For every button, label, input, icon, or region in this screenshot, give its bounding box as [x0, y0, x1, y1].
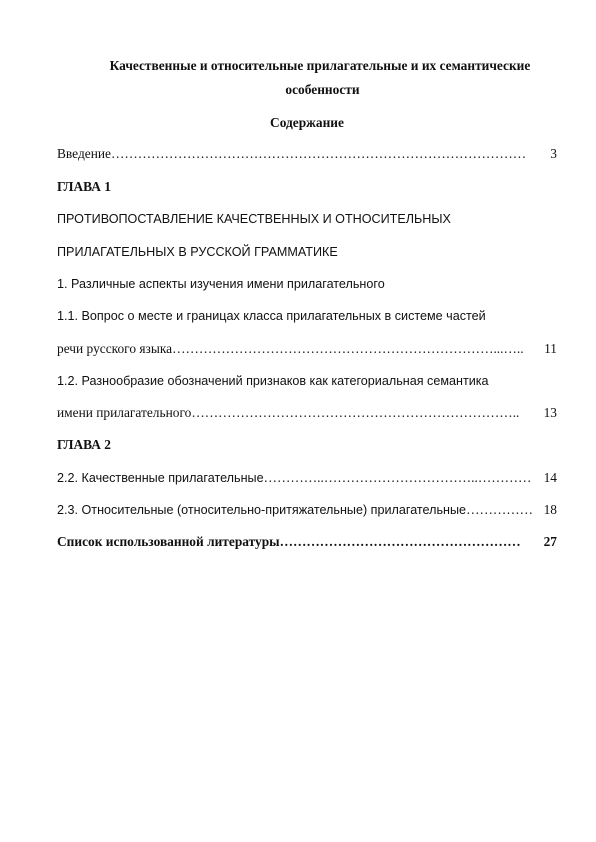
- toc-entry-label: имени прилагательного: [57, 405, 192, 420]
- toc-entry-section2-3[interactable]: [57, 502, 557, 518]
- toc-entry-references[interactable]: [57, 534, 557, 550]
- toc-page-number: 27: [543, 534, 557, 549]
- toc-entry-label: 2.3. Относительные (относительно-притяжательные) прилагательные: [57, 503, 467, 517]
- toc-entry-section1-2-line2[interactable]: [57, 405, 557, 421]
- toc-entry-section2-2[interactable]: [57, 470, 557, 486]
- toc-entry-intro[interactable]: [57, 146, 557, 162]
- chapter1-title-line2: ПРИЛАГАТЕЛЬНЫХ В РУССКОЙ ГРАММАТИКЕ: [57, 245, 338, 259]
- document-title-line2: особенности: [285, 82, 360, 97]
- toc-leader-dots: …………………………………………………………………………………: [110, 146, 527, 161]
- toc-leader-dots: ………………………………………………………………...…..: [172, 341, 524, 356]
- toc-entry-section1-1-line1[interactable]: 1.1. Вопрос о месте и границах класса прилагательных в системе частей: [57, 309, 486, 323]
- document-title-line1: Качественные и относительные прилагательные и их семантические: [109, 58, 531, 73]
- toc-page-number: 13: [543, 405, 557, 420]
- toc-entry-section1-1-line2[interactable]: [57, 341, 557, 357]
- chapter1-heading: ГЛАВА 1: [57, 179, 111, 194]
- toc-page-number: 14: [543, 470, 557, 485]
- toc-entry-section1[interactable]: 1. Различные аспекты изучения имени прилагательного: [57, 277, 385, 291]
- chapter1-title-line1: ПРОТИВОПОСТАВЛЕНИЕ КАЧЕСТВЕННЫХ И ОТНОСИТЕЛЬНЫХ: [57, 212, 451, 226]
- toc-entry-label: Список использованной литературы: [57, 534, 280, 549]
- toc-entry-section1-2-line1[interactable]: 1.2. Разнообразие обозначений признаков как категориальная семантика: [57, 374, 489, 388]
- toc-entry-label: речи русского языка: [57, 341, 173, 356]
- toc-leader-dots: ………………………………………………………………..: [191, 405, 520, 420]
- toc-entry-label: 2.2. Качественные прилагательные: [57, 471, 264, 485]
- toc-page-number: 18: [543, 502, 557, 517]
- toc-leader-dots: ………………………………………………: [279, 534, 521, 549]
- toc-page-number: 3: [550, 146, 557, 161]
- toc-entry-label: Введение: [57, 146, 111, 161]
- toc-leader-dots: ……………: [466, 502, 534, 517]
- contents-heading: Содержание: [270, 115, 344, 130]
- toc-page-number: 11: [544, 341, 557, 356]
- toc-leader-dots: …………..……………………………..…………: [263, 470, 532, 485]
- chapter2-heading: ГЛАВА 2: [57, 437, 111, 452]
